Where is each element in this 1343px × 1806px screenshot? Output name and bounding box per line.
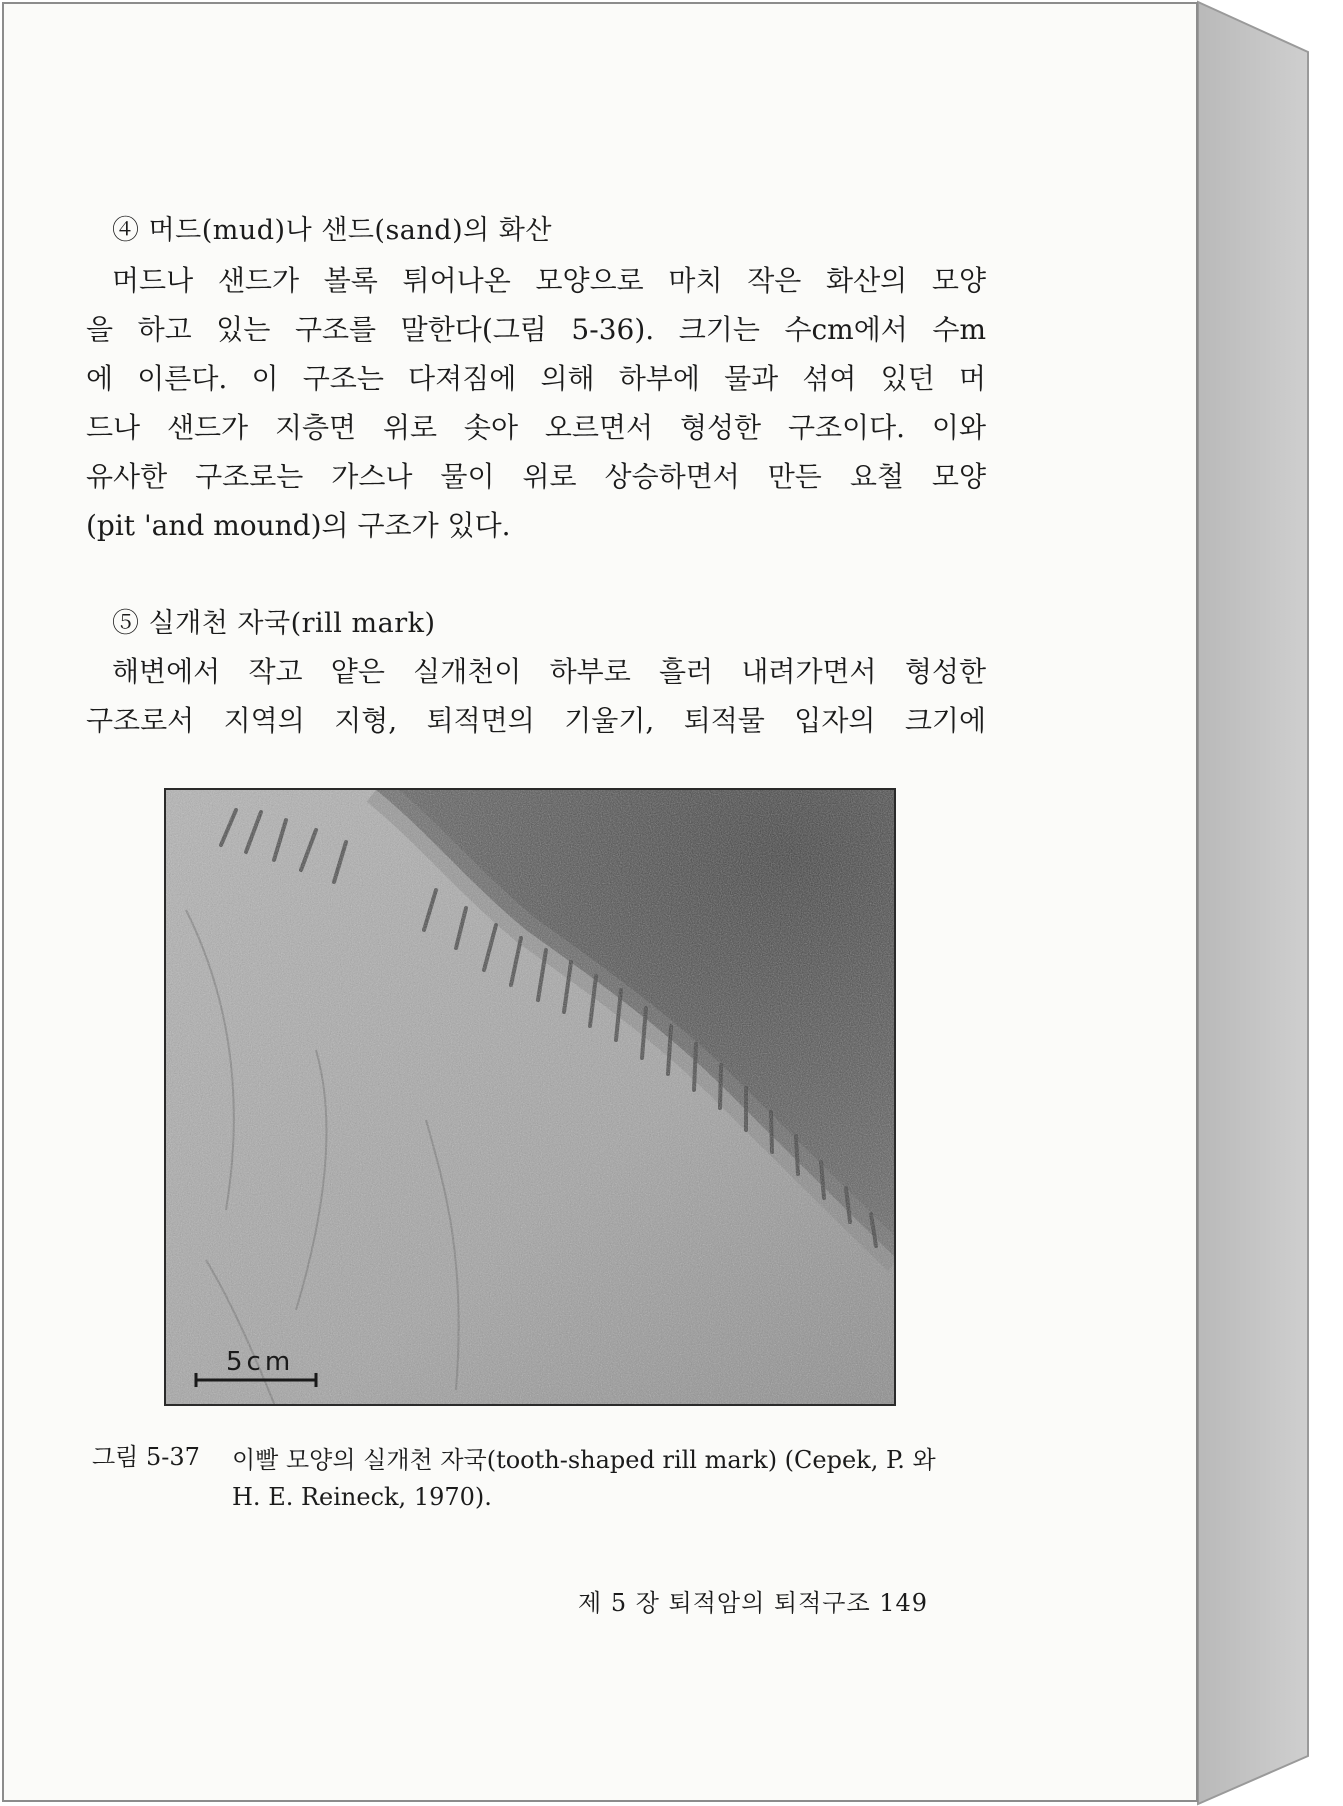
figure-caption-label: 그림 5-37 [92,1443,200,1471]
paragraph-line: 을 하고 있는 구조를 말한다(그림 5-36). 크기는 수cm에서 수m [86,313,986,346]
running-footer: 제 5 장 퇴적암의 퇴적구조 149 [578,1589,929,1617]
figure-caption [232,1442,988,1516]
figure-caption-line: H. E. Reineck, 1970). [232,1483,492,1511]
paragraph-line: (pit 'and mound)의 구조가 있다. [86,509,511,542]
paragraph-line: 머드나 샌드가 볼록 튀어나온 모양으로 마치 작은 화산의 모양 [112,264,986,297]
paragraph-line: 에 이른다. 이 구조는 다져짐에 의해 하부에 물과 섞여 있던 머 [86,362,986,395]
paragraph-line: 구조로서 지역의 지형, 퇴적면의 기울기, 퇴적물 입자의 크기에 [86,704,986,737]
section-heading-rill-mark: ⑤ 실개천 자국(rill mark) [112,608,436,639]
section-heading-mud-volcano: ④ 머드(mud)나 샌드(sand)의 화산 [112,215,552,246]
rill-mark-photo [164,788,896,1406]
paragraph-line: 해변에서 작고 얕은 실개천이 하부로 흘러 내려가면서 형성한 [112,655,986,688]
paragraph-line: 유사한 구조로는 가스나 물이 위로 상승하면서 만든 요철 모양 [86,460,986,493]
paragraph-line: 드나 샌드가 지층면 위로 솟아 오르면서 형성한 구조이다. 이와 [86,411,986,444]
figure-caption-line: 이빨 모양의 실개천 자국(tooth-shaped rill mark) (Cepek, P. 와 [232,1446,936,1474]
scale-bar-label: 5cm [226,1347,295,1377]
